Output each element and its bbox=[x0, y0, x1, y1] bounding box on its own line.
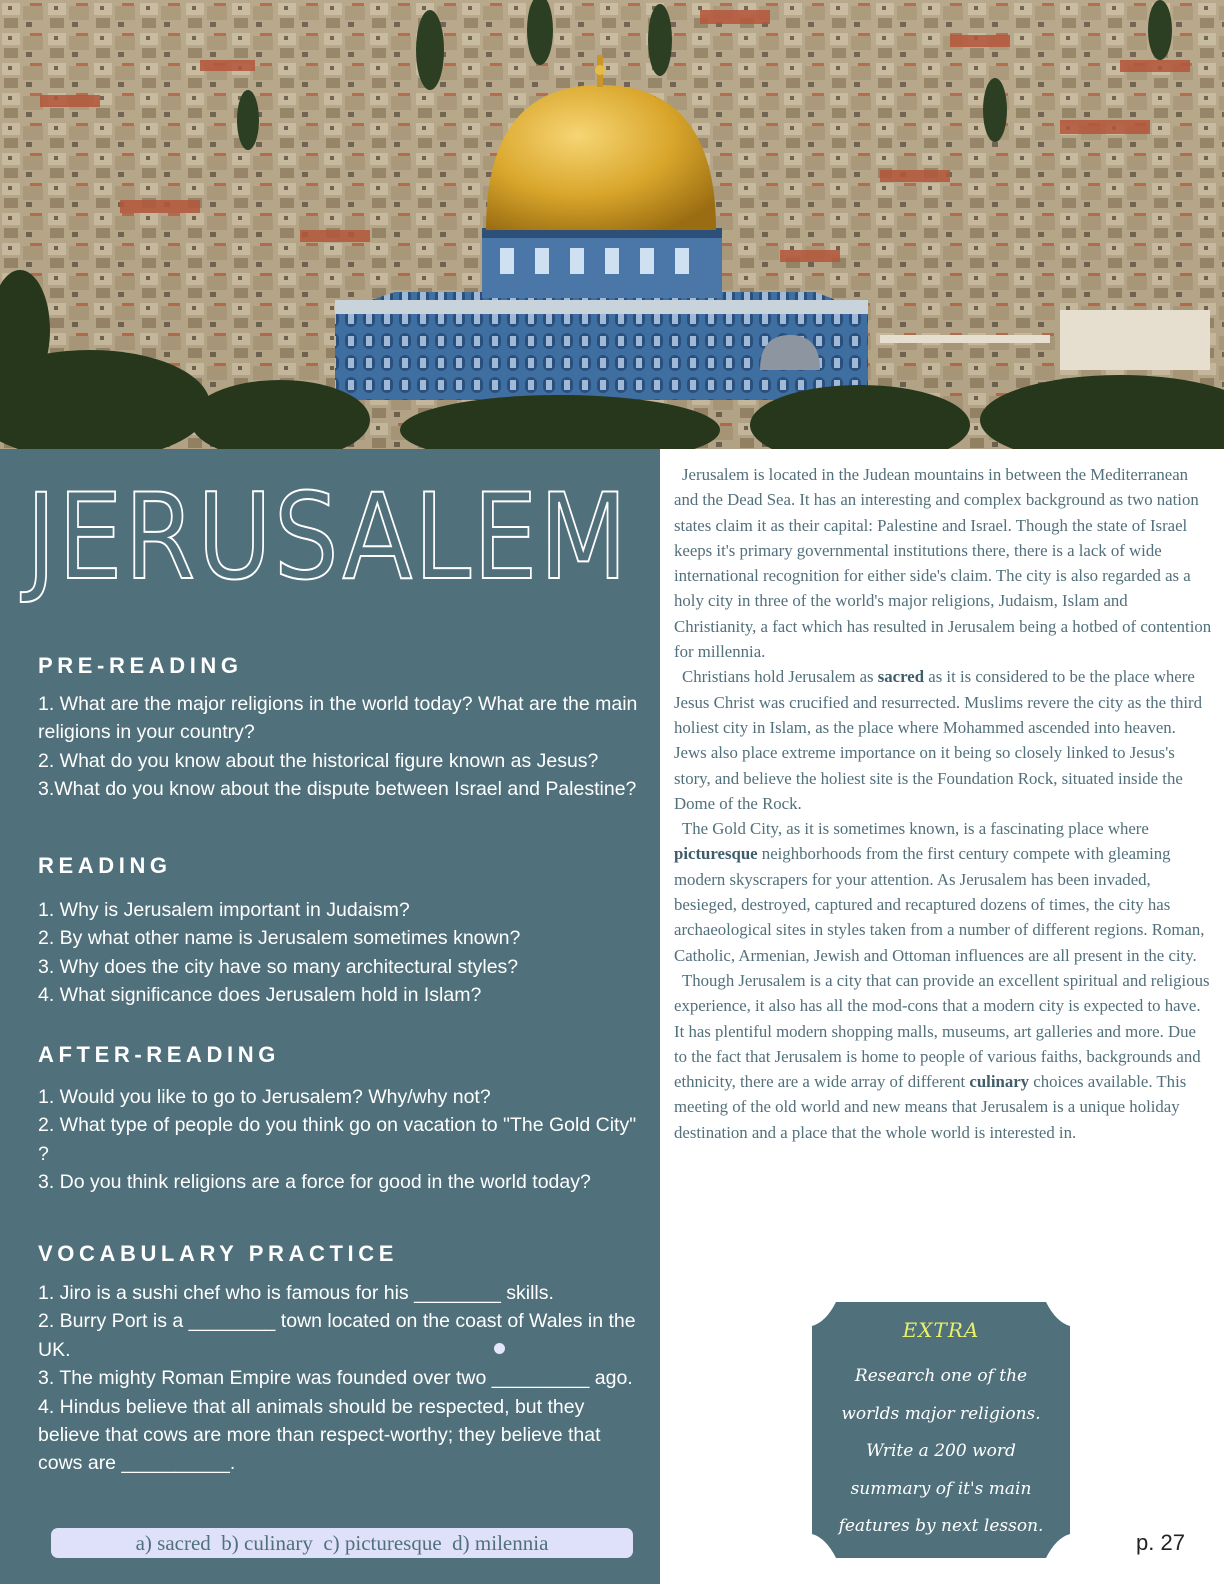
extra-box bbox=[808, 1296, 1074, 1564]
reading-heading: READING bbox=[38, 853, 172, 878]
after-reading-questions bbox=[38, 1083, 644, 1197]
article-paragraph bbox=[674, 816, 1212, 968]
vocab-word: culinary bbox=[969, 1072, 1030, 1092]
vocabulary-questions bbox=[38, 1279, 644, 1478]
list-item: 2. What do you know about the historical figure known as Jesus? bbox=[38, 749, 599, 772]
text-span: Christians hold Jerusalem as bbox=[682, 667, 878, 687]
text-span: Though Jerusalem is a city that can provide an excellent spiritual and religious experience, it also has all the mod-cons that a modern city is expected to have. It has plentiful modern shopping malls, museums, art galleries and more. Due to the fact that Jerusalem is home to people of various faiths, backgrounds and ethnicity, there are a wide array of different bbox=[674, 970, 1210, 1092]
text-span: as it is considered to be the place where Jesus Christ was crucified and resurrected. Muslims revere the city as the third holiest city in Islam, as the place where Mohammed ascended into heaven. Jews also place extreme importance on it being so closely linked to Jesus's story, and believe the holiest site is the Foundation Rock, situated inside the Dome of the Rock. bbox=[674, 667, 1202, 813]
hero-photo bbox=[0, 0, 1224, 449]
pre-reading-heading: PRE-READING bbox=[38, 653, 243, 678]
list-item: 2. Burry Port is a ________ town located on the coast of Wales in the UK. bbox=[38, 1310, 636, 1361]
vocab-word: picturesque bbox=[674, 844, 758, 864]
article-text bbox=[674, 462, 1212, 1145]
list-item: 4. Hindus believe that all animals should be respected, but they believe that cows are more than respect-worthy; they believe that cows are __________. bbox=[38, 1395, 601, 1475]
bullet-dot bbox=[494, 1343, 505, 1354]
list-item: 2. What type of people do you think go on vacation to "The Gold City" ? bbox=[38, 1114, 637, 1165]
dome-of-the-rock-photo-icon bbox=[0, 0, 1224, 449]
text-span: neighborhoods from the first century compete with gleaming modern skyscrapers for your attention. As Jerusalem has been invaded, besieged, destroyed, captured and recaptured dozens of times, the city has archaeological sites in styles taken from a number of different regions. Roman, Catholic, Armenian, Jewish and Ottoman influences are all present in the city. bbox=[674, 844, 1205, 965]
text-span: choices available. This meeting of the old world and new means that Jerusalem is a unique holiday destination and a place that the whole world is interested in. bbox=[674, 1072, 1187, 1142]
article-paragraph bbox=[674, 664, 1212, 816]
list-item: 4. What significance does Jerusalem hold in Islam? bbox=[38, 984, 482, 1007]
list-item: 1. Would you like to go to Jerusalem? Why/why not? bbox=[38, 1086, 491, 1108]
list-item: 3. The mighty Roman Empire was founded over two _________ ago. bbox=[38, 1367, 633, 1390]
extra-title: EXTRA bbox=[902, 1318, 980, 1342]
list-item: 1. Jiro is a sushi chef who is famous for his ________ skills. bbox=[38, 1282, 554, 1304]
vocabulary-heading: VOCABULARY PRACTICE bbox=[38, 1241, 398, 1266]
text-span: The Gold City, as it is sometimes known, is a fascinating place where bbox=[682, 819, 1149, 839]
page-title: JERUSALEM bbox=[26, 469, 630, 607]
list-item: 1. What are the major religions in the world today? What are the main religions in your country? bbox=[38, 693, 638, 744]
list-item: 3.What do you know about the dispute between Israel and Palestine? bbox=[38, 778, 637, 801]
questions-panel bbox=[0, 449, 660, 1584]
pre-reading-questions bbox=[38, 690, 644, 804]
vocab-word: sacred bbox=[877, 667, 925, 687]
list-item: 3. Why does the city have so many architectural styles? bbox=[38, 955, 519, 978]
word-bank: a) sacred b) culinary c) picturesque d) milennia bbox=[51, 1528, 633, 1558]
extra-body: Research one of the worlds major religions. Write a 200 word summary of it's main features by next lesson. bbox=[838, 1366, 1044, 1536]
list-item: 3. Do you think religions are a force for good in the world today? bbox=[38, 1171, 591, 1194]
list-item: 1. Why is Jerusalem important in Judaism? bbox=[38, 899, 410, 921]
page-number: p. 27 bbox=[1136, 1530, 1185, 1555]
after-reading-heading: AFTER-READING bbox=[38, 1042, 280, 1067]
list-item: 2. By what other name is Jerusalem sometimes known? bbox=[38, 927, 521, 950]
article-paragraph: Jerusalem is located in the Judean mountains in between the Mediterranean and the Dead Sea. It has an interesting and complex background as two nation states claim it as their capital: Palestine and Israel. Though the state of Israel keeps it's primary governmental institutions there, there is a lack of wide international recognition for either side's claim. The city is also regarded as a holy city in three of the world's major religions, Judaism, Islam and Christianity, a fact which has resulted in Jerusalem being a hotbed of contention for millennia. bbox=[674, 465, 1212, 662]
reading-questions bbox=[38, 896, 644, 1010]
article-paragraph bbox=[674, 968, 1212, 1145]
